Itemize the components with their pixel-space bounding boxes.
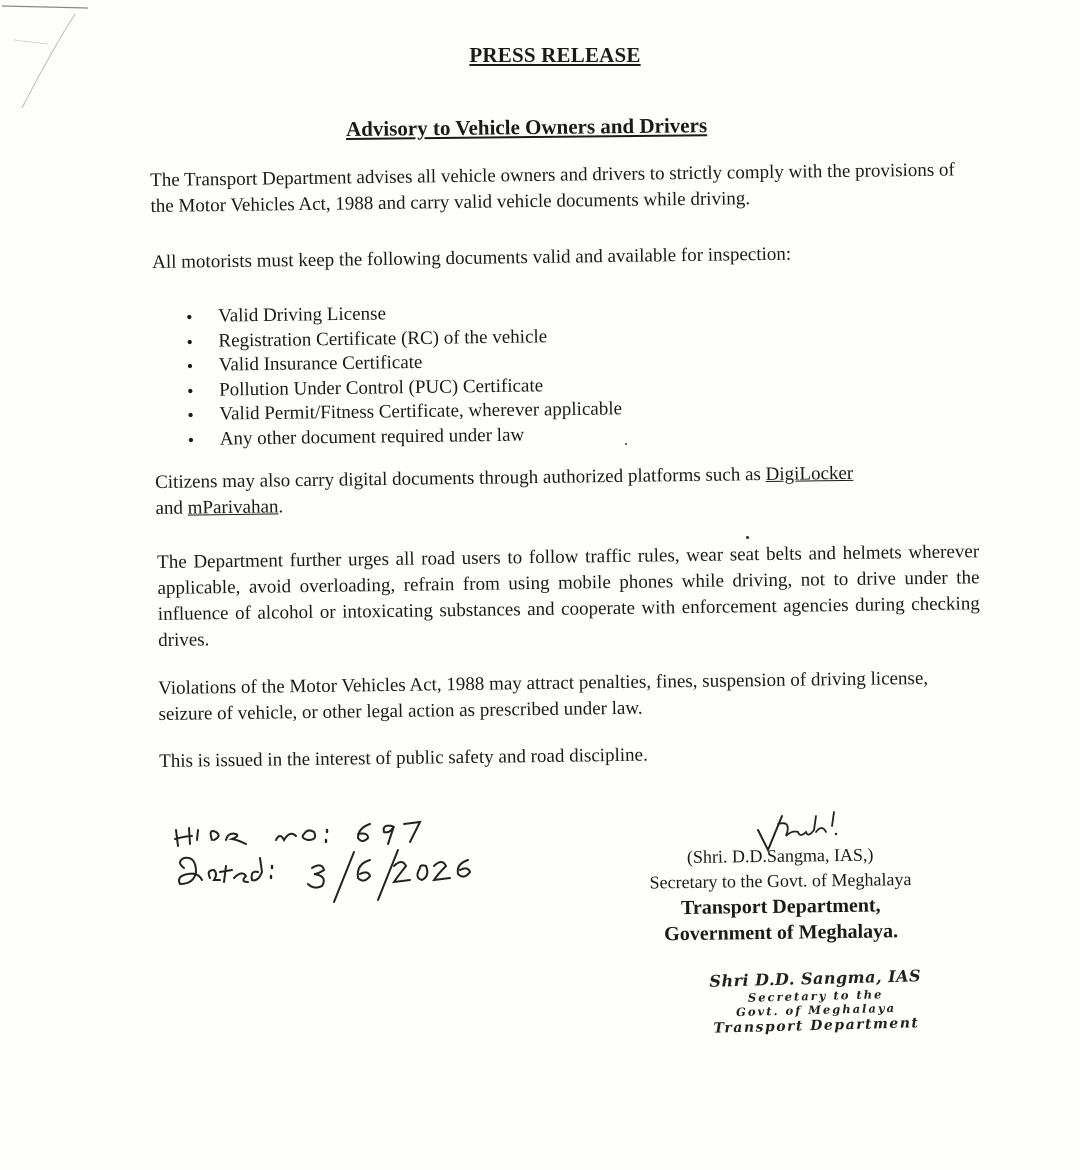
mparivahan-link-text: mParivahan (187, 496, 279, 519)
digital-suffix: . (278, 496, 284, 518)
scan-speck (625, 443, 627, 445)
list-item: • Valid Permit/Fitness Certificate, wherever applicable (187, 397, 707, 428)
stamp-name: Shri D.D. Sangma, IAS (709, 966, 922, 991)
list-item: • Pollution Under Control (PUC) Certificate (187, 372, 707, 403)
digital-documents-paragraph (155, 459, 976, 522)
list-item: • Registration Certificate (RC) of the vehicle (186, 323, 706, 354)
digital-and: and (155, 497, 188, 519)
press-release-title: PRESS RELEASE (469, 43, 641, 67)
road-rules-paragraph: The Department further urges all road users to follow traffic rules, wear seat belts and helmets wherever applicable, avoid overloading, refrain from using mobile phones while driving, not to drive under the influence of alcohol or intoxicating substances and cooperate with enforcement agencies during checking drives. (157, 541, 980, 651)
signatory-block (610, 842, 951, 948)
signatory-government: Government of Meghalaya. (664, 920, 899, 946)
stamp-line-4: Transport Department (713, 1015, 920, 1037)
scan-speck (746, 536, 749, 539)
documents-list (186, 298, 708, 452)
list-item: • Valid Insurance Certificate (187, 347, 707, 378)
closing-paragraph: This is issued in the interest of public safety and road discipline. (159, 744, 648, 772)
stamp-line-3: Govt. of Meghalaya (735, 1000, 897, 1020)
list-item: • Valid Driving License (186, 298, 706, 329)
intro-paragraph: The Transport Department advises all vehicle owners and drivers to strictly comply with the provisions of the Motor Vehicles Act, 1988 and carry valid vehicle documents while driving. (150, 159, 955, 217)
documents-lead: All motorists must keep the following documents valid and available for inspection: (152, 243, 792, 273)
violations-paragraph: Violations of the Motor Vehicles Act, 1988 may attract penalties, fines, suspension of driving license, seizure of vehicle, or other legal action as prescribed under law. (158, 667, 929, 725)
handwritten-reference-note (172, 810, 492, 910)
official-rubber-stamp (700, 966, 932, 1038)
stamp-line-2: Secretary to the (747, 987, 884, 1005)
signatory-name: (Shri. D.D.Sangma, IAS,) (686, 844, 874, 867)
advisory-title: Advisory to Vehicle Owners and Drivers (345, 113, 708, 141)
list-item: • Any other document required under law (188, 421, 708, 452)
signatory-department: Transport Department, (680, 894, 881, 920)
digilocker-link-text: DigiLocker (765, 462, 854, 486)
digital-prefix: Citizens may also carry digital documents through authorized platforms such as (155, 464, 766, 493)
signatory-designation: Secretary to the Govt. of Meghalaya (649, 869, 912, 893)
